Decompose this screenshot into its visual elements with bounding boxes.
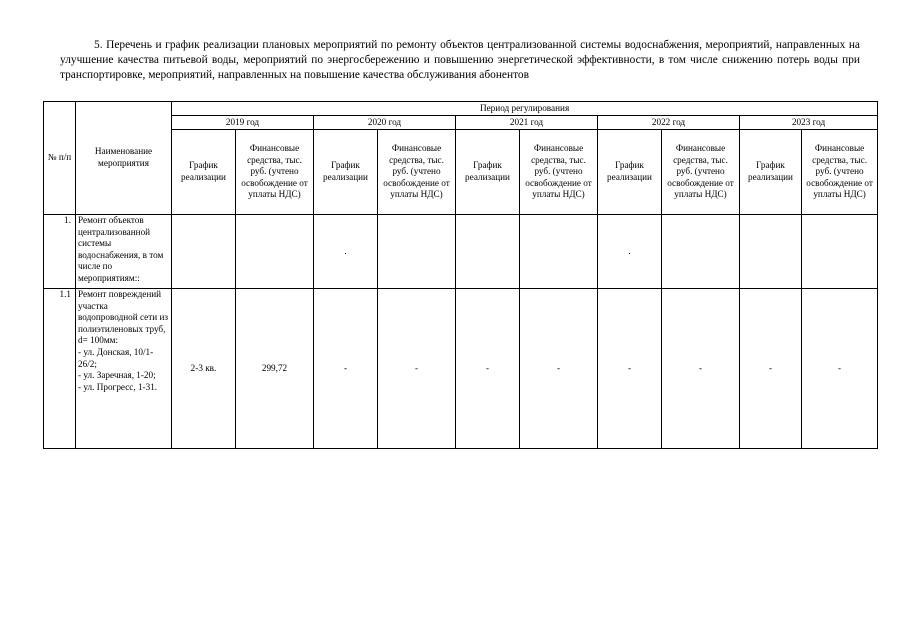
header-year: 2019 год — [172, 116, 314, 130]
header-year: 2020 год — [314, 116, 456, 130]
table-cell: - — [520, 289, 598, 449]
header-year: 2022 год — [598, 116, 740, 130]
table-cell — [662, 215, 740, 289]
table-cell — [740, 215, 802, 289]
header-period: Период регулирования — [172, 102, 878, 116]
header-finance: Финансовые средства, тыс. руб. (учтено освобождение от уплаты НДС) — [662, 130, 740, 215]
table-cell: - — [662, 289, 740, 449]
table-cell — [802, 215, 878, 289]
row-activity-name: Ремонт объектов централизованной системы водоснабжения, в том числе по мероприятиям:: — [76, 215, 172, 289]
table-cell: . — [598, 215, 662, 289]
header-finance: Финансовые средства, тыс. руб. (учтено освобождение от уплаты НДС) — [520, 130, 598, 215]
table-cell — [236, 215, 314, 289]
heading-text: 5. Перечень и график реализации плановых мероприятий по ремонту объектов централизованной системы водоснабжения, мероприятий, направленных на улучшение качества питьевой воды, мероприятий по энергосбережению и повышению энергетической эффективности, в том числе снижению потерь воды при транспортировке, мероприятий, направленных на повышение качества обслуживания абонентов — [60, 39, 860, 81]
row-number: 1. — [44, 215, 76, 289]
header-finance: Финансовые средства, тыс. руб. (учтено освобождение от уплаты НДС) — [802, 130, 878, 215]
table-cell: 2-3 кв. — [172, 289, 236, 449]
header-schedule: График реализации — [172, 130, 236, 215]
row-number: 1.1 — [44, 289, 76, 449]
table-row — [44, 215, 878, 289]
activities-table — [43, 101, 878, 449]
header-finance: Финансовые средства, тыс. руб. (учтено освобождение от уплаты НДС) — [236, 130, 314, 215]
header-schedule: График реализации — [598, 130, 662, 215]
table-cell — [456, 215, 520, 289]
table-cell: - — [740, 289, 802, 449]
header-year: 2023 год — [740, 116, 878, 130]
table-cell: - — [598, 289, 662, 449]
table-cell: - — [378, 289, 456, 449]
table-cell: - — [314, 289, 378, 449]
table-cell: - — [456, 289, 520, 449]
table-cell — [172, 215, 236, 289]
header-schedule: График реализации — [314, 130, 378, 215]
table-row — [44, 289, 878, 449]
header-finance: Финансовые средства, тыс. руб. (учтено освобождение от уплаты НДС) — [378, 130, 456, 215]
table-cell: 299,72 — [236, 289, 314, 449]
table-cell: - — [802, 289, 878, 449]
table-cell — [378, 215, 456, 289]
header-schedule: График реализации — [740, 130, 802, 215]
header-num: № п/п — [44, 102, 76, 215]
header-year: 2021 год — [456, 116, 598, 130]
header-schedule: График реализации — [456, 130, 520, 215]
row-activity-name: Ремонт повреждений участка водопроводной сети из полиэтиленовых труб, d= 100мм: - ул. Донская, 10/1-26/2; - ул. Заречная, 1-20; - ул. Прогресс, 1-31. — [76, 289, 172, 449]
section-heading — [60, 38, 860, 83]
table-cell — [520, 215, 598, 289]
header-name: Наименование мероприятия — [76, 102, 172, 215]
table-cell: . — [314, 215, 378, 289]
